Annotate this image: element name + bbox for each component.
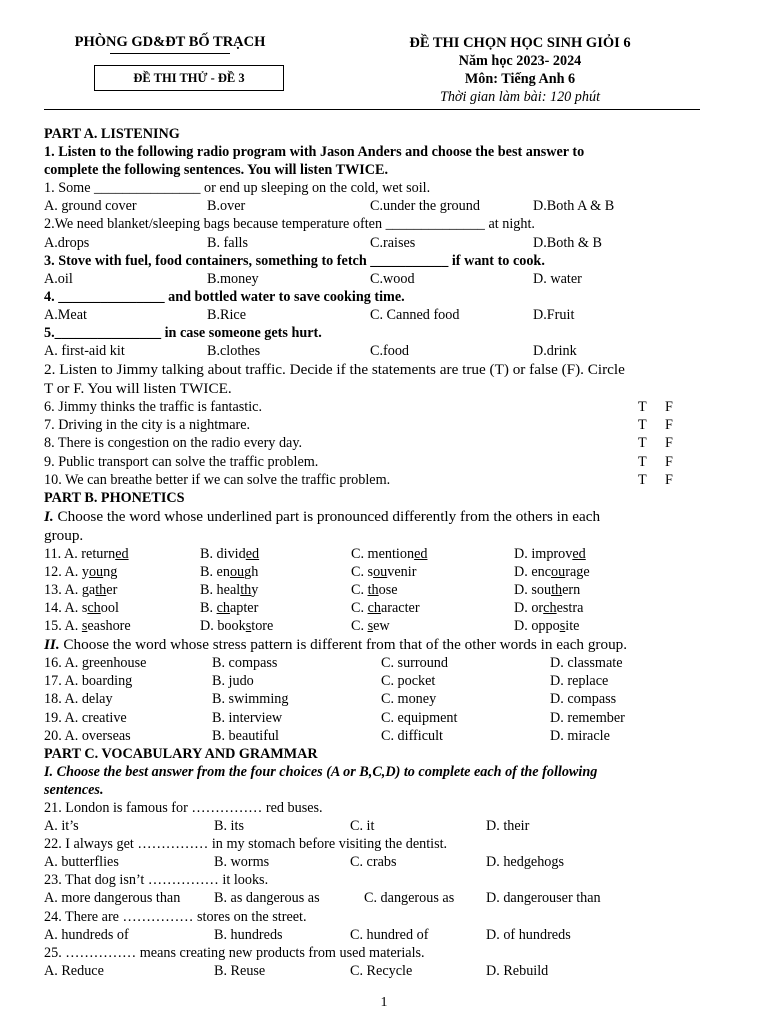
stress-row-18 xyxy=(44,690,744,708)
ex1-instruction-line2: complete the following sentences. You will listen TWICE. xyxy=(44,162,389,179)
question-21-options xyxy=(44,817,744,835)
option-c: C.wood xyxy=(370,270,415,287)
question-25-options xyxy=(44,962,744,980)
question-24-options xyxy=(44,926,744,944)
phonetics-instruction-1-cont: group. xyxy=(44,526,84,544)
option-c: C. Canned food xyxy=(370,306,460,323)
option-a: 14. A. school xyxy=(44,600,119,617)
false-choice[interactable]: F xyxy=(665,471,673,488)
option-d: D. compass xyxy=(550,691,617,708)
header-divider xyxy=(44,109,700,110)
option-b: B. swimming xyxy=(212,691,289,708)
option-a: A. hundreds of xyxy=(44,926,129,943)
pronunciation-row-11 xyxy=(44,545,744,563)
tf-statement: 8. There is congestion on the radio every day. xyxy=(44,435,303,452)
ex2-instruction-line1: 2. Listen to Jimmy talking about traffic. Decide if the statements are true (T) or false (F). Circle xyxy=(44,361,625,379)
option-a: A.Meat xyxy=(44,306,87,323)
option-a: A. it’s xyxy=(44,818,79,835)
department-name: PHÒNG GD&ĐT BỐ TRẠCH xyxy=(74,34,266,50)
option-a: A. first-aid kit xyxy=(44,343,125,360)
option-d: D. southern xyxy=(514,581,581,598)
option-c: C. sew xyxy=(351,618,390,635)
option-a: 18. A. delay xyxy=(44,691,113,708)
exam-time: Thời gian làm bài: 120 phút xyxy=(439,89,601,105)
question-23-options xyxy=(44,889,744,907)
tf-statement: 9. Public transport can solve the traffic problem. xyxy=(44,453,319,470)
option-c: C. equipment xyxy=(381,709,458,726)
option-a: 20. A. overseas xyxy=(44,727,131,744)
false-choice[interactable]: F xyxy=(665,453,673,470)
grammar-instruction-line2: sentences. xyxy=(44,781,104,798)
option-b: B. Reuse xyxy=(214,962,266,979)
question-1-stem: 1. Some _______________ or end up sleeping on the cold, wet soil. xyxy=(44,180,431,197)
false-choice[interactable]: F xyxy=(665,417,673,434)
option-d: D. classmate xyxy=(550,655,623,672)
phonetics-instruction-2 xyxy=(44,635,744,654)
option-c: C. Recycle xyxy=(350,962,413,979)
question-1-options xyxy=(44,197,744,215)
option-b: B. judo xyxy=(212,673,254,690)
question-25-stem: 25. …………… means creating new products from used materials. xyxy=(44,944,425,961)
option-b: B. compass xyxy=(212,655,278,672)
option-c: C. it xyxy=(350,818,375,835)
option-b: B. beautiful xyxy=(212,727,279,744)
option-c: C. hundred of xyxy=(350,926,429,943)
option-c: C.raises xyxy=(370,234,416,251)
tf-statement: 6. Jimmy thinks the traffic is fantastic. xyxy=(44,399,263,416)
question-3-stem: 3. Stove with fuel, food containers, something to fetch ___________ if want to cook. xyxy=(44,252,545,269)
option-b: B. enough xyxy=(200,563,259,580)
option-b: B. as dangerous as xyxy=(214,890,320,907)
phonetics-instruction-1 xyxy=(44,507,744,526)
ex1-instruction-line1: 1. Listen to the following radio program with Jason Anders and choose the best answer to xyxy=(44,144,585,161)
option-b: B.Rice xyxy=(207,306,247,323)
question-5-options xyxy=(44,342,744,360)
question-2-stem: 2.We need blanket/sleeping bags because temperature often ______________ at night. xyxy=(44,216,535,233)
option-d: D. replace xyxy=(550,673,609,690)
option-d: D. encourage xyxy=(514,563,590,580)
option-d: D. improved xyxy=(514,545,586,562)
option-b: B.over xyxy=(207,198,246,215)
option-d: D.Fruit xyxy=(533,306,575,323)
true-choice[interactable]: T xyxy=(638,471,647,488)
instruction-text: Choose the word whose underlined part is pronounced differently from the others in each xyxy=(53,507,601,525)
page-number: 1 xyxy=(380,995,388,1010)
option-b: B. worms xyxy=(214,854,270,871)
option-c: C. pocket xyxy=(381,673,436,690)
option-d: D. orchestra xyxy=(514,600,584,617)
grammar-instruction-line1: I. Choose the best answer from the four choices (A or B,C,D) to complete each of the following xyxy=(44,763,598,780)
option-d: D.Both & B xyxy=(533,234,602,251)
pronunciation-row-13 xyxy=(44,581,744,599)
option-a: A. more dangerous than xyxy=(44,890,181,907)
option-a: A.oil xyxy=(44,270,73,287)
header-right xyxy=(320,34,720,106)
option-d: D. remember xyxy=(550,709,625,726)
stress-row-17 xyxy=(44,672,744,690)
false-choice[interactable]: F xyxy=(665,435,673,452)
option-c: C. difficult xyxy=(381,727,444,744)
true-choice[interactable]: T xyxy=(638,435,647,452)
department-underline xyxy=(110,53,230,54)
option-a: 11. A. returned xyxy=(44,545,129,562)
option-c: C. souvenir xyxy=(351,563,417,580)
option-d: D.drink xyxy=(533,343,577,360)
question-23-stem: 23. That dog isn’t …………… it looks. xyxy=(44,872,269,889)
option-c: C. those xyxy=(351,581,398,598)
option-c: C.food xyxy=(370,343,410,360)
option-c: C. surround xyxy=(381,655,448,672)
question-4-stem: 4. _______________ and bottled water to save cooking time. xyxy=(44,288,405,305)
pronunciation-row-14 xyxy=(44,599,744,617)
true-choice[interactable]: T xyxy=(638,417,647,434)
exam-content xyxy=(44,125,744,980)
exam-title: ĐỀ THI CHỌN HỌC SINH GIỎI 6 xyxy=(409,35,631,51)
school-year: Năm học 2023- 2024 xyxy=(458,53,582,69)
option-c: C. money xyxy=(381,691,437,708)
stress-row-16 xyxy=(44,654,744,672)
section-number: II. xyxy=(44,636,60,654)
option-a: 17. A. boarding xyxy=(44,673,133,690)
option-d: D. of hundreds xyxy=(486,926,571,943)
subject: Môn: Tiếng Anh 6 xyxy=(464,71,576,87)
option-c: C. crabs xyxy=(350,854,397,871)
option-b: B. hundreds xyxy=(214,926,283,943)
option-a: 13. A. gather xyxy=(44,581,118,598)
option-a: A.drops xyxy=(44,234,90,251)
part-a-title: PART A. LISTENING xyxy=(44,126,180,142)
option-c: C. mentioned xyxy=(351,545,428,562)
true-choice[interactable]: T xyxy=(638,453,647,470)
option-d: D. miracle xyxy=(550,727,610,744)
tf-item-9 xyxy=(44,453,744,471)
option-b: D. bookstore xyxy=(200,618,274,635)
tf-statement: 7. Driving in the city is a nightmare. xyxy=(44,417,251,434)
option-b: B. chapter xyxy=(200,600,259,617)
tf-item-7 xyxy=(44,416,744,434)
option-b: B. healthy xyxy=(200,581,259,598)
option-c: C. character xyxy=(351,600,420,617)
part-c-title: PART C. VOCABULARY AND GRAMMAR xyxy=(44,745,318,762)
option-d: D. dangerouser than xyxy=(486,890,601,907)
exam-label-box: ĐỀ THI THỬ - ĐỀ 3 xyxy=(94,65,284,91)
section-number: I. xyxy=(44,507,54,525)
pronunciation-row-12 xyxy=(44,563,744,581)
stress-row-19 xyxy=(44,709,744,727)
header-left xyxy=(50,34,290,54)
option-a: A. ground cover xyxy=(44,198,137,215)
option-d: D. opposite xyxy=(514,618,580,635)
option-d: D. water xyxy=(533,270,582,287)
stress-row-20 xyxy=(44,727,744,745)
option-b: B.money xyxy=(207,270,259,287)
option-a: A. Reduce xyxy=(44,962,104,979)
option-b: B.clothes xyxy=(207,343,261,360)
ex2-instruction-line2: T or F. You will listen TWICE. xyxy=(44,380,232,398)
tf-item-10 xyxy=(44,471,744,489)
option-a: 16. A. greenhouse xyxy=(44,655,147,672)
option-a: 12. A. young xyxy=(44,563,118,580)
option-d: D.Both A & B xyxy=(533,198,615,215)
question-3-options xyxy=(44,270,744,288)
question-24-stem: 24. There are …………… stores on the street. xyxy=(44,908,307,925)
option-b: B. divided xyxy=(200,545,260,562)
question-2-options xyxy=(44,234,744,252)
question-22-stem: 22. I always get …………… in my stomach before visiting the dentist. xyxy=(44,836,448,853)
tf-statement: 10. We can breathe better if we can solve the traffic problem. xyxy=(44,471,391,488)
question-5-stem: 5._______________ in case someone gets hurt. xyxy=(44,325,322,342)
tf-item-6 xyxy=(44,398,744,416)
option-d: D. their xyxy=(486,818,530,835)
option-c: C.under the ground xyxy=(370,198,480,215)
part-b-title: PART B. PHONETICS xyxy=(44,489,185,506)
option-d: D. hedgehogs xyxy=(486,854,565,871)
option-a: 19. A. creative xyxy=(44,709,127,726)
question-21-stem: 21. London is famous for …………… red buses. xyxy=(44,800,323,816)
option-d: D. Rebuild xyxy=(486,962,549,979)
true-choice[interactable]: T xyxy=(638,399,647,416)
option-a: 15. A. seashore xyxy=(44,618,131,635)
option-c: C. dangerous as xyxy=(364,890,455,907)
pronunciation-row-15 xyxy=(44,617,744,635)
option-b: B. falls xyxy=(207,234,248,251)
instruction-text: Choose the word whose stress pattern is different from that of the other words in each group. xyxy=(59,636,628,654)
question-22-options xyxy=(44,853,744,871)
question-4-options xyxy=(44,306,744,324)
false-choice[interactable]: F xyxy=(665,399,673,416)
option-a: A. butterflies xyxy=(44,854,119,871)
tf-item-8 xyxy=(44,434,744,452)
option-b: B. its xyxy=(214,818,244,835)
option-b: B. interview xyxy=(212,709,283,726)
